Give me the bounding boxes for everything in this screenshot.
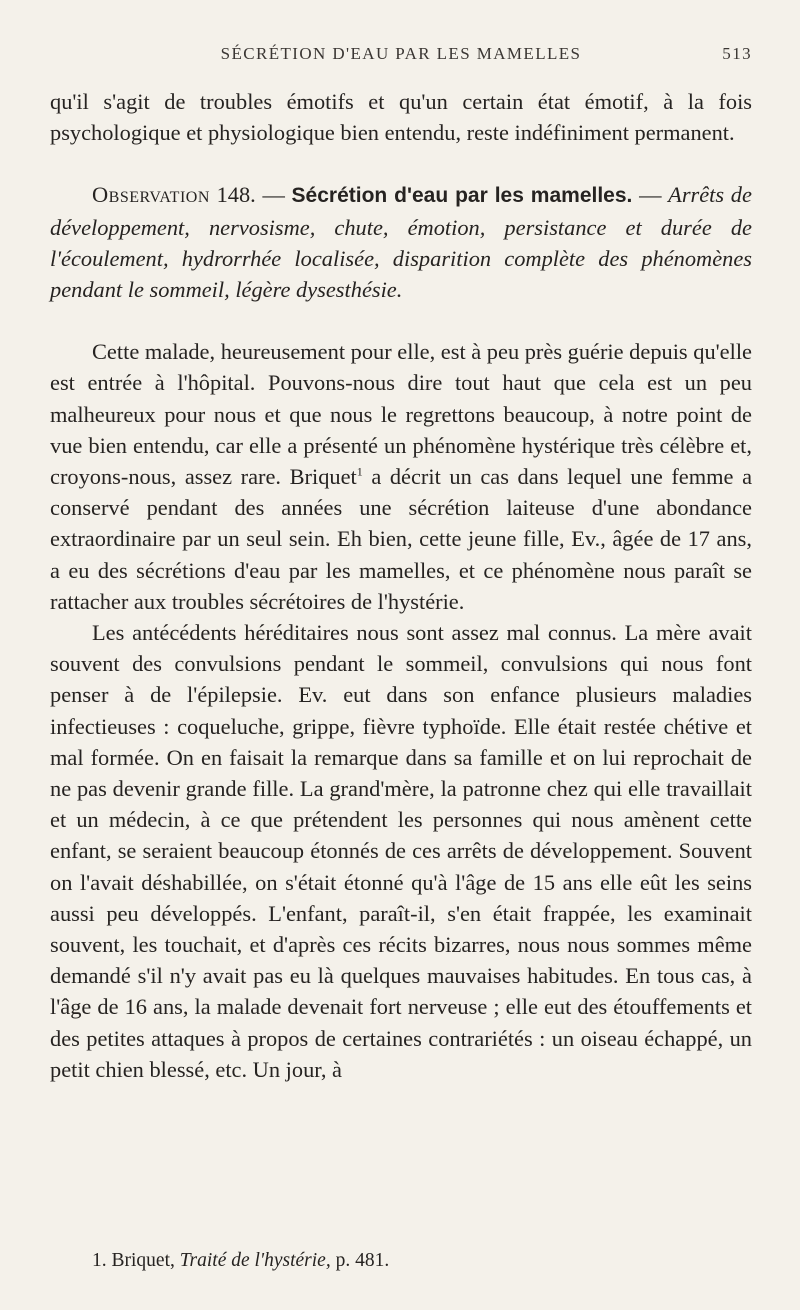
paragraph-case-intro-part1: Cette malade, heureusement pour elle, est à peu près guérie depuis qu'elle est entrée à l'hôpital. Pouvons-nous dire tout haut que cela est un peu malheureux pour nous et que nous le regrettons beaucoup, à notre point de vue bien entendu, car elle a présenté un phénomène hystérique très célèbre et, croyons-nous, assez rare. Briquet: [50, 339, 752, 490]
paragraph-case-intro-part2: a décrit un cas dans lequel une femme a conservé pendant des années une sécrétion laiteuse d'une abondance extraordinaire par un seul sein. Eh bien, cette jeune fille, Ev., âgée de 17 ans, a eu des sécrétions d'eau par les mamelles, et ce phénomène nous paraît se rattacher aux troubles sécrétoires de l'hystérie.: [50, 464, 753, 614]
observation-heading: [50, 179, 752, 305]
running-head: [50, 44, 752, 74]
footnote-page: p. 481.: [335, 1250, 390, 1271]
footnote-ref: 1: [356, 464, 363, 479]
running-head-title: SÉCRÉTION D'EAU PAR LES MAMELLES: [220, 44, 582, 63]
observation-title: Sécrétion d'eau par les mamelles.: [291, 184, 633, 208]
footnote: [92, 1248, 752, 1274]
page-number: 513: [722, 44, 752, 63]
observation-label: Observation: [92, 182, 210, 208]
observation-dash: —: [262, 182, 285, 208]
paragraph-continued: qu'il s'agit de troubles émotifs et qu'un certain état émotif, à la fois psychologique et physiologique bien entendu, reste indéfiniment permanent.: [50, 89, 752, 146]
paragraph-case-intro: [50, 336, 752, 617]
footnote-number: 1.: [92, 1250, 107, 1271]
observation-summary: Arrêts de développement, nervosisme, chute, émotion, persistance et durée de l'écoulement, hydrorrhée localisée, disparition complète des phénomènes pendant le sommeil, légère dysesthésie.: [50, 182, 752, 303]
paragraph-antecedents: Les antécédents héréditaires nous sont assez mal connus. La mère avait souvent des convulsions pendant le sommeil, convulsions qui nous font penser à de l'épilepsie. Ev. eut dans son enfance plusieurs maladies infectieuses : coqueluche, grippe, fièvre typhoïde. Elle était restée chétive et mal formée. On en faisait la remarque dans sa famille et on lui reprochait de ne pas devenir grande fille. La grand'mère, la patronne chez qui elle travaillait et un médecin, à ce que prétendent les personnes qui nous amènent cette enfant, se seraient beaucoup étonnés de ces arrêts de développement. Souvent on l'avait déshabillée, on s'était étonné qu'à l'âge de 15 ans elle eût les seins aussi peu développés. L'enfant, paraît-il, s'en était frappée, les examinait souvent, les touchait, et d'après ces récits bizarres, nous nous sommes même demandé s'il n'y avait pas eu là quelques mauvaises habitudes. En tous cas, à l'âge de 16 ans, la malade devenait fort nerveuse ; elle eut des étouffements et des petites attaques à propos de certaines contrariétés : un oiseau échappé, un petit chien blessé, etc. Un jour, à: [50, 620, 752, 1082]
body-text: [50, 86, 752, 1085]
observation-dash-2: —: [639, 182, 662, 208]
footnote-title: Traité de l'hystérie,: [179, 1250, 331, 1271]
observation-number: 148.: [216, 182, 256, 208]
footnote-author: Briquet,: [111, 1250, 175, 1271]
